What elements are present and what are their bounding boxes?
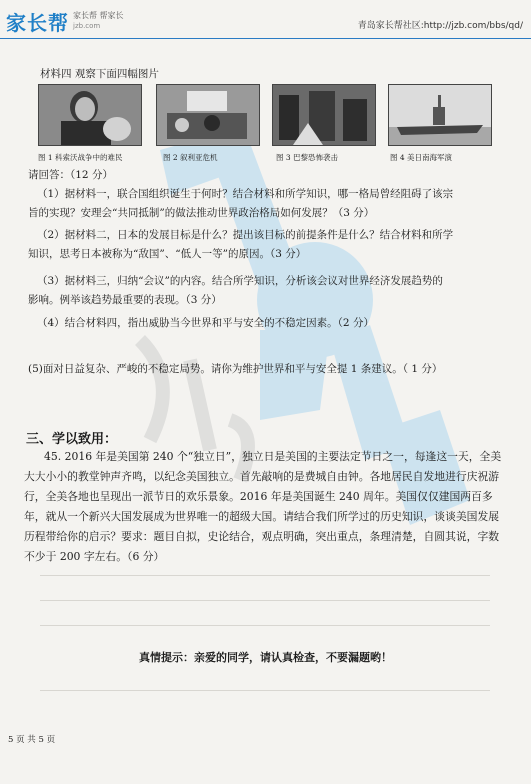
answer-prompt: 请回答：（12 分） — [28, 169, 113, 181]
paris-attack-photo — [272, 84, 376, 146]
figure-caption: 图 2 叙利亚危机 — [163, 153, 218, 162]
question-5: (5)面对日益复杂、严峻的不稳定局势。请你为维护世界和平与安全提 1 条建议。（ 1 分） — [28, 363, 443, 375]
question-1: （1）据材料一，联合国组织诞生于何时？结合材料和所学知识，哪一格局曾经阻碍了该宗 旨的实现？安理会“共同抵制”的做法推动世界政治格局如何发展？（3 分） — [28, 188, 454, 219]
header-divider — [0, 38, 531, 39]
question-2: （2）据材料二，日本的发展目标是什么？提出该目标的前提条件是什么？结合材料和所学 知识，思考日本被称为“敌国”、“低人一等”的原因。（3 分） — [28, 229, 454, 260]
question-45: 45. 2016 年是美国第 240 个“独立日”，独立日是美国的主要法定节日之一，每逢这一天，全美大大小小的教堂钟声齐鸣，以纪念美国独立。首先敲响的是费城自由钟。各地居民自发地进行庆祝游行，全美各地也呈现出一派节日的欢乐景象。2016 年是美国诞生 240 周年。美国仅仅建国两百多年，就从一个新兴大国发展成为世界唯一的超级大国。请结合我们所学过的历史知识，谈谈美国发展历程带给你的启示？要求：题目自拟，史论结合，观点明确，突出重点，条理清楚，自圆其说，字数不少于 200 字左右。（6 分） — [24, 450, 502, 563]
syria-crisis-photo — [156, 84, 260, 146]
figure-caption: 图 4 美日南海军演 — [390, 153, 453, 162]
jzb-logo[interactable] — [6, 6, 124, 36]
figure-strip — [38, 84, 498, 168]
divider — [40, 600, 490, 601]
closing-reminder: 真情提示：亲爱的同学，请认真检查，不要漏题哟！ — [139, 651, 392, 664]
logo-slogan: 家长帮 帮家长 — [73, 11, 124, 20]
material-title: 材料四 观察下面四幅图片 — [40, 68, 159, 80]
figure-caption: 图 3 巴黎恐怖袭击 — [276, 153, 339, 162]
divider — [40, 625, 490, 626]
question-4: （4）结合材料四，指出威胁当今世界和平与安全的不稳定因素。（2 分） — [37, 317, 374, 329]
figure-caption: 图 1 科索沃战争中的难民 — [38, 153, 123, 162]
refugee-photo — [38, 84, 142, 146]
question-3: （3）据材料三，归纳“会议”的内容。结合所学知识，分析该会议对世界经济发展趋势的 影响。例举该趋势最重要的表现。（3 分） — [28, 275, 443, 306]
section-three-title: 三、学以致用： — [26, 432, 118, 447]
divider — [40, 575, 490, 576]
logo-text: 家长帮 — [6, 10, 69, 35]
naval-exercise-photo — [388, 84, 492, 146]
logo-url: jzb.com — [73, 22, 101, 30]
community-link[interactable]: 青岛家长帮社区:http://jzb.com/bbs/qd/ — [357, 21, 523, 31]
divider — [40, 690, 490, 691]
page-number: 5 页 共 5 页 — [8, 735, 56, 745]
